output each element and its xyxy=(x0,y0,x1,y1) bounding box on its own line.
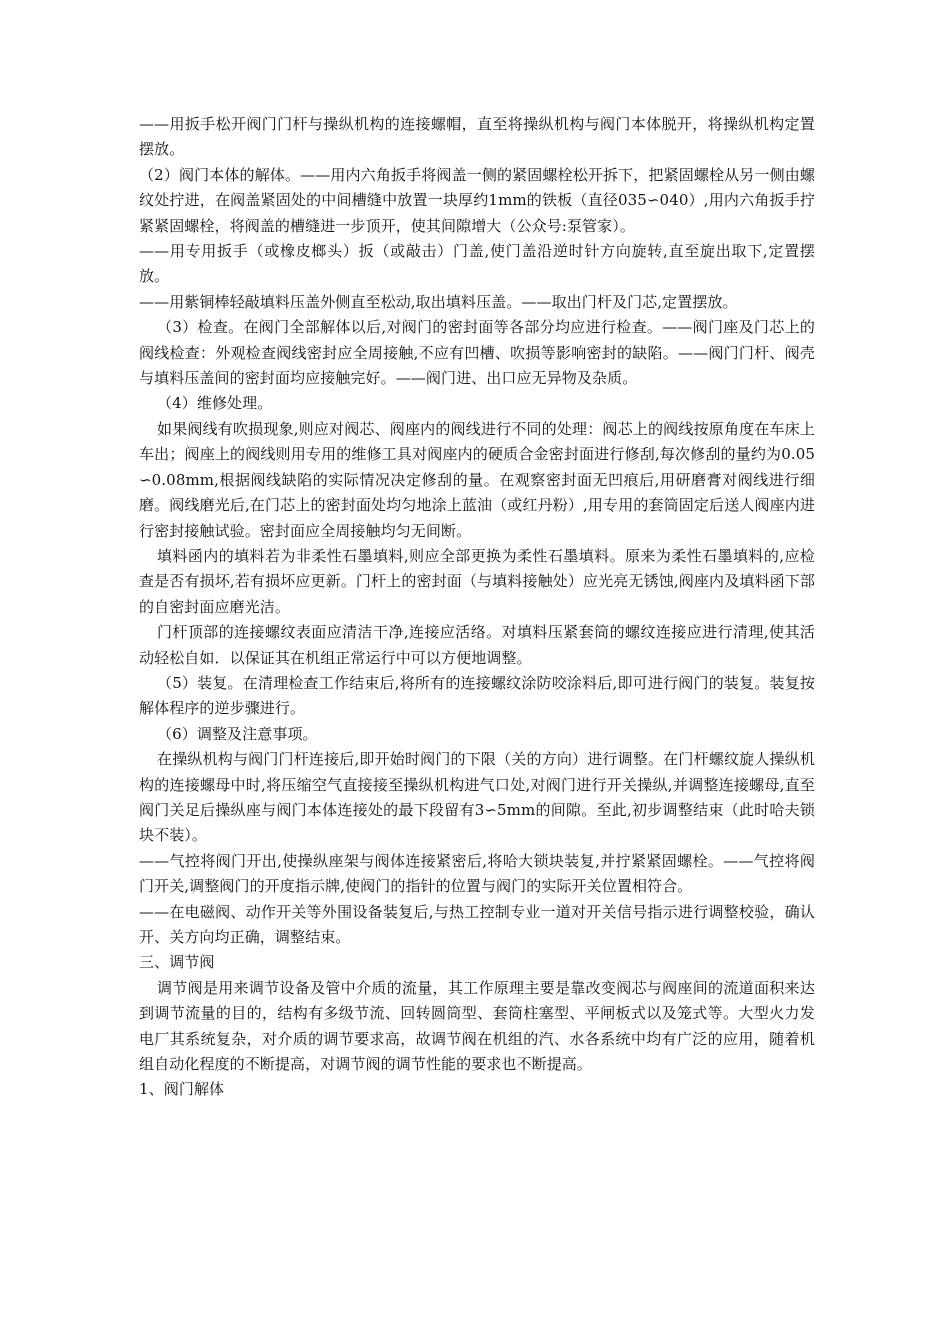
paragraph-6: （4）维修处理。 xyxy=(157,394,273,413)
paragraph-14: ——在电磁阀、动作开关等外围设备装复后,与热工控制专业一道对开关信号指示进行调整校验，确认开、关方向均正确，调整结束。 xyxy=(139,902,815,946)
paragraph-1: ——用扳手松开阀门门杆与操纵机构的连接螺帽，直至将操纵机构与阀门本体脱开，将操纵机构定置摆放。 xyxy=(139,115,815,159)
paragraph-11: （6）调整及注意事项。 xyxy=(157,724,318,743)
paragraph-7: 如果阀线有吹损现象,则应对阀芯、阀座内的阀线进行不同的处理：阀芯上的阀线按原角度在车床上车出；阀座上的阀线则用专用的维修工具对阀座内的硬质合金密封面进行修刮,每次修刮的量约为0.05∽0.08mm,根据阀线缺陷的实际情况决定修刮的量。在观察密封面无凹痕后,用研磨膏对阀线进行细磨。阀线磨光后,在门芯上的密封面处均匀地涂上蓝油（或红丹粉）,用专用的套筒固定后送人阀座内进行密封接触试验。密封面应全周接触均匀无间断。 xyxy=(139,419,815,540)
paragraph-16: 调节阀是用来调节设备及管中介质的流量，其工作原理主要是靠改变阀芯与阀座间的流道面积来达到调节流量的目的，结构有多级节流、回转圆筒型、套筒柱塞型、平闸板式以及笼式等。大型火力发电厂其系统复杂，对介质的调节要求高，故调节阀在机组的汽、水各系统中均有广泛的应用，随着机组自动化程度的不断提高，对调节阀的调节性能的要求也不断提高。 xyxy=(139,978,815,1074)
paragraph-10: （5）装复。在清理检查工作结束后,将所有的连接螺纹涂防咬涂料后,即可进行阀门的装复。装复按解体程序的逆步骤进行。 xyxy=(139,673,815,718)
paragraph-4: ——用紫铜棒轻敲填料压盖外侧直至松动,取出填料压盖。——取出门杆及门芯,定置摆放。 xyxy=(139,292,738,311)
paragraph-9: 门杆顶部的连接螺纹表面应清洁干净,连接应活络。对填料压紧套筒的螺纹连接应进行清理,使其活动轻松自如．以保证其在机组正常运行中可以方便地调整。 xyxy=(139,623,815,667)
subsection-heading-valve-disassembly: 1、阀门解体 xyxy=(139,1080,225,1099)
paragraph-12: 在操纵机构与阀门门杆连接后,即开始时阀门的下限（关的方向）进行调整。在门杆螺纹旋人操纵机构的连接螺母中时,将压缩空气直接接至操纵机构进气口处,对阀门进行开关操纵,并调整连接螺母,直至阀门关足后操纵座与阀门本体连接处的最下段留有3∽5mm的间隙。至此,初步调整结束（此时哈夫锁块不装）。 xyxy=(139,750,815,845)
document-page xyxy=(139,112,815,1103)
paragraph-13: ——气控将阀门开出,使操纵座架与阀体连接紧密后,将哈大锁块装复,并拧紧紧固螺栓。——气控将阀门开关,调整阀门的开度指示牌,使阀门的指针的位置与阀门的实际开关位置相符合。 xyxy=(139,851,815,896)
paragraph-5: （3）检查。在阀门全部解体以后,对阀门的密封面等各部分均应进行检查。——阀门座及门芯上的阀线检查：外观检查阀线密封应全周接触,不应有凹槽、吹损等影响密封的缺陷。——阀门门杆、阀壳与填料压盖间的密封面均应接触完好。——阀门进、出口应无异物及杂质。 xyxy=(139,318,815,388)
paragraph-2: （2）阀门本体的解体。——用内六角扳手将阀盖一侧的紧固螺栓松开拆下，把紧固螺栓从另一侧由螺纹处拧进，在阀盖紧固处的中间槽缝中放置一块厚约1mm的铁板（直径035∽040）,用内六角扳手拧紧紧固螺栓，将阀盖的槽缝进一步顶开，使其间隙增大（公众号:泵管家）。 xyxy=(139,165,815,235)
paragraph-3: ——用专用扳手（或橡皮榔头）扳（或敲击）门盖,使门盖沿逆时针方向旋转,直至旋出取下,定置摆放。 xyxy=(139,242,815,286)
section-heading-control-valve: 三、调节阀 xyxy=(139,953,215,972)
paragraph-8: 填料函内的填料若为非柔性石墨填料,则应全部更换为柔性石墨填料。原来为柔性石墨填料的,应检查是否有损坏,若有损坏应更新。门杆上的密封面（与填料接触处）应光亮无锈蚀,阀座内及填料函下部的自密封面应磨光洁。 xyxy=(139,546,815,616)
